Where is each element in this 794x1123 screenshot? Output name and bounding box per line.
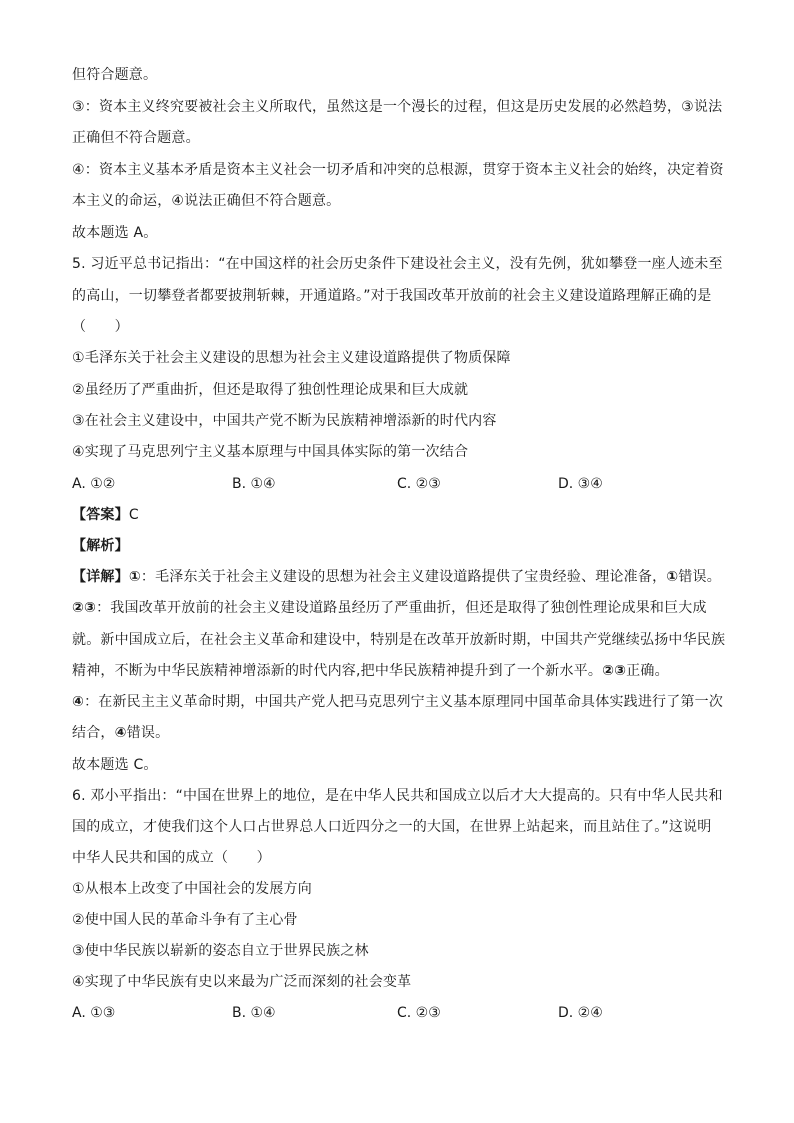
question-5-statement: ①毛泽东关于社会主义建设的思想为社会主义建设道路提供了物质保障 [72, 350, 511, 366]
question-6-statement: ①从根本上改变了中国社会的发展方向 [72, 881, 312, 897]
question-6-stem: 中华人民共和国的成立（ ） [72, 850, 271, 866]
detail-marker: ④ [72, 694, 85, 710]
detail-text: 错误。 [678, 569, 721, 585]
detail-marker: ① [128, 569, 141, 585]
text-line: ④：资本主义基本矛盾是资本主义社会一切矛盾和冲突的总根源，贯穿于资本主义社会的始终，决定着资 [72, 162, 724, 178]
detail-text: 错误。 [126, 725, 170, 741]
detail-marker: ②③ [602, 663, 627, 679]
q5-option-b: B. ①④ [232, 476, 276, 492]
question-6-statement: ②使中国人民的革命斗争有了主心骨 [72, 912, 298, 928]
detail-line [72, 661, 724, 681]
q6-option-b: B. ①④ [232, 1005, 276, 1021]
q6-option-a: A. ①③ [72, 1005, 116, 1021]
question-5-stem: 的高山，一切攀登者都要披荆斩棘，开通道路。”对于我国改革开放前的社会主义建设道路理解正确的是 [72, 288, 712, 304]
text-line: ③：资本主义终究要被社会主义所取代，虽然这是一个漫长的过程，但这是历史发展的必然趋势，③说法 [72, 99, 723, 115]
conclusion-line: 故本题选 C。 [72, 757, 158, 773]
detail-text: 结合， [72, 725, 115, 741]
text-line: 故本题选 A。 [72, 225, 158, 241]
detail-line: 就。新中国成立后，在社会主义革命和建设中，特别是在改革开放新时期，中国共产党继续弘扬中华民族 [72, 632, 726, 648]
q6-option-c: C. ②③ [397, 1005, 441, 1021]
question-6-statement: ④实现了中华民族有史以来最为广泛而深刻的社会变革 [72, 974, 412, 990]
q5-option-c: C. ②③ [397, 476, 441, 492]
question-5-stem: 5. 习近平总书记指出：“在中国这样的社会历史条件下建设社会主义，没有先例，犹如攀登一座人迹未至 [72, 256, 723, 272]
answer-value: C [128, 507, 139, 523]
question-5-statement: ④实现了马克思列宁主义基本原理与中国具体实际的第一次结合 [72, 444, 469, 460]
detail-line [72, 692, 724, 712]
detail-text: 精神，不断为中华民族精神增添新的时代内容,把中华民族精神提升到了一个新水平。 [72, 663, 603, 679]
text-line: 正确但不符合题意。 [72, 130, 200, 146]
question-6-statement: ③使中华民族以崭新的姿态自立于世界民族之林 [72, 943, 369, 959]
q6-option-d: D. ②④ [558, 1005, 603, 1021]
text-line: 但符合题意。 [72, 67, 158, 83]
answer-tag: 【答案】 [72, 507, 129, 523]
question-6-stem: 国的成立，才使我们这个人口占世界总人口近四分之一的大国，在世界上站起来，而且站住了。”这说明 [72, 819, 712, 835]
text-line: 本主义的命运，④说法正确但不符合题意。 [72, 193, 341, 209]
question-5-statement: ②虽经历了严重曲折，但还是取得了独创性理论成果和巨大成就 [72, 382, 469, 398]
analysis-tag: 【解析】 [72, 538, 129, 554]
detail-line [72, 723, 724, 743]
detail-text: ：我国改革开放前的社会主义建设道路虽经历了严重曲折，但还是取得了独创性理论成果和巨大成 [96, 600, 707, 616]
detail-marker: ②③ [72, 600, 97, 616]
detail-marker: ④ [114, 725, 127, 741]
detail-line [72, 567, 724, 587]
q5-option-d: D. ③④ [558, 476, 603, 492]
detail-text: ：毛泽东关于社会主义建设的思想为社会主义建设道路提供了宝贵经验、理论准备， [140, 569, 667, 585]
question-6-stem: 6. 邓小平指出：“中国在世界上的地位，是在中华人民共和国成立以后才大大提高的。只有中华人民共和 [72, 788, 723, 804]
detail-text: 正确。 [626, 663, 669, 679]
answer-line [72, 505, 724, 525]
question-5-stem: （ ） [72, 319, 129, 335]
detail-line [72, 598, 724, 618]
detail-marker: ① [666, 569, 679, 585]
question-5-statement: ③在社会主义建设中，中国共产党不断为民族精神增添新的时代内容 [72, 413, 497, 429]
detail-tag: 【详解】 [72, 569, 129, 585]
detail-text: ：在新民主主义革命时期，中国共产党人把马克思列宁主义基本原理同中国革命具体实践进行了第一次 [84, 694, 724, 710]
q5-option-a: A. ①② [72, 476, 116, 492]
